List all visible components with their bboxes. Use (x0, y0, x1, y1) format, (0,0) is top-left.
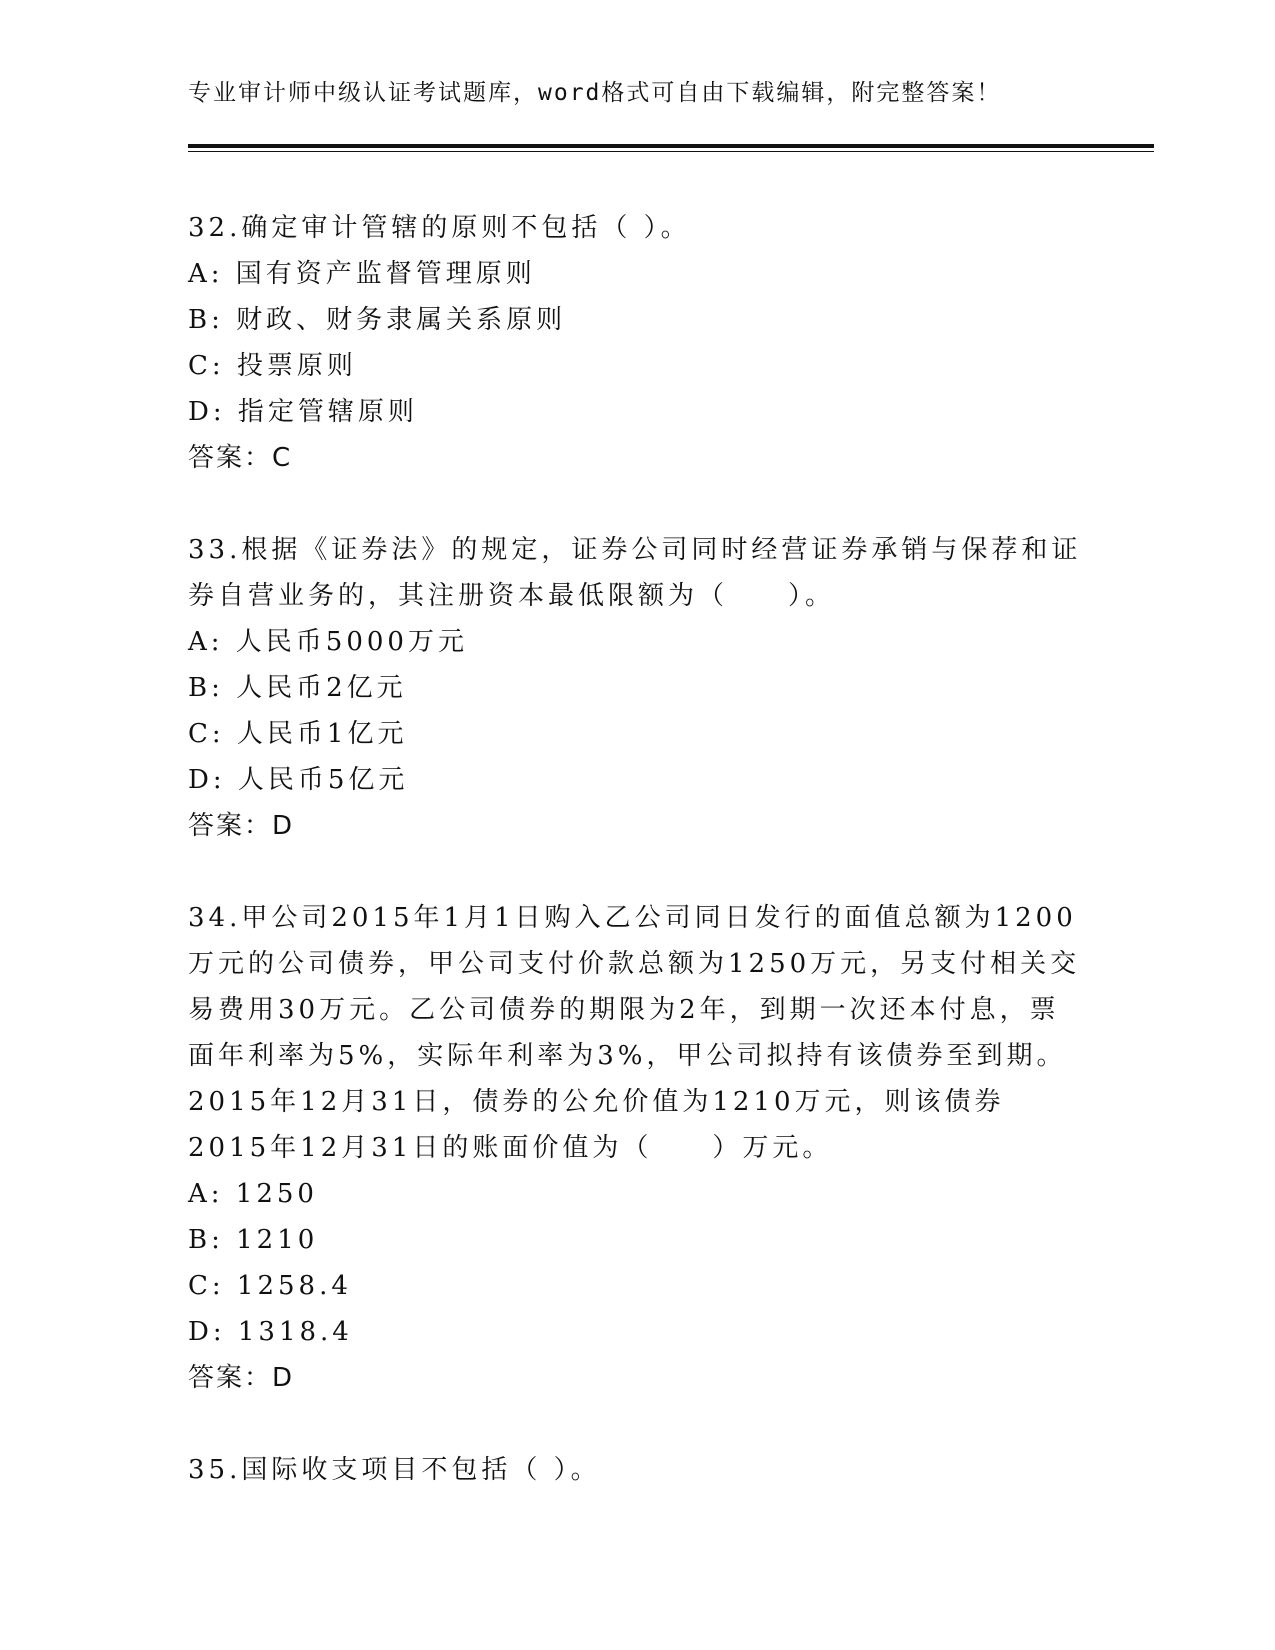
question-35 (188, 1447, 1083, 1493)
question-32 (188, 205, 1083, 481)
option-a: A: 国有资产监督管理原则 (188, 259, 536, 289)
question-list (188, 205, 1083, 1493)
option-d: D: 1318.4 (188, 1317, 353, 1347)
option-c: C: 投票原则 (188, 351, 357, 381)
header-rule-thin (188, 151, 1154, 152)
question-stem: 35.国际收支项目不包括（ ）。 (188, 1455, 601, 1485)
page-header: 专业审计师中级认证考试题库，word格式可自由下载编辑，附完整答案！ (188, 80, 1002, 106)
answer: 答案：D (188, 811, 295, 841)
option-a: A: 1250 (188, 1179, 318, 1209)
question-stem: 34.甲公司2015年1月1日购入乙公司同日发行的面值总额为1200万元的公司债券，甲公司支付价款总额为1250万元，另支付相关交易费用30万元。乙公司债券的期限为2年，到期一次还本付息，票面年利率为5%，实际年利率为3%，甲公司拟持有该债券至到期。2015年12月31日，债券的公允价值为1210万元，则该债券2015年12月31日的账面价值为（ ）万元。 (188, 903, 1081, 1163)
question-34 (188, 895, 1083, 1401)
option-c: C: 1258.4 (188, 1271, 352, 1301)
option-b: B: 1210 (188, 1225, 319, 1255)
question-33 (188, 527, 1083, 849)
option-c: C: 人民币1亿元 (188, 719, 408, 749)
answer: 答案：D (188, 1363, 295, 1393)
option-a: A: 人民币5000万元 (188, 627, 468, 657)
header-rule-thick (188, 144, 1154, 148)
option-d: D: 指定管辖原则 (188, 397, 418, 427)
option-b: B: 财政、财务隶属关系原则 (188, 305, 567, 335)
question-stem: 32.确定审计管辖的原则不包括（ ）。 (188, 213, 691, 243)
option-b: B: 人民币2亿元 (188, 673, 407, 703)
answer: 答案：C (188, 443, 293, 473)
option-d: D: 人民币5亿元 (188, 765, 409, 795)
question-stem: 33.根据《证券法》的规定，证券公司同时经营证券承销与保荐和证券自营业务的，其注册资本最低限额为（ ）。 (188, 535, 1082, 611)
